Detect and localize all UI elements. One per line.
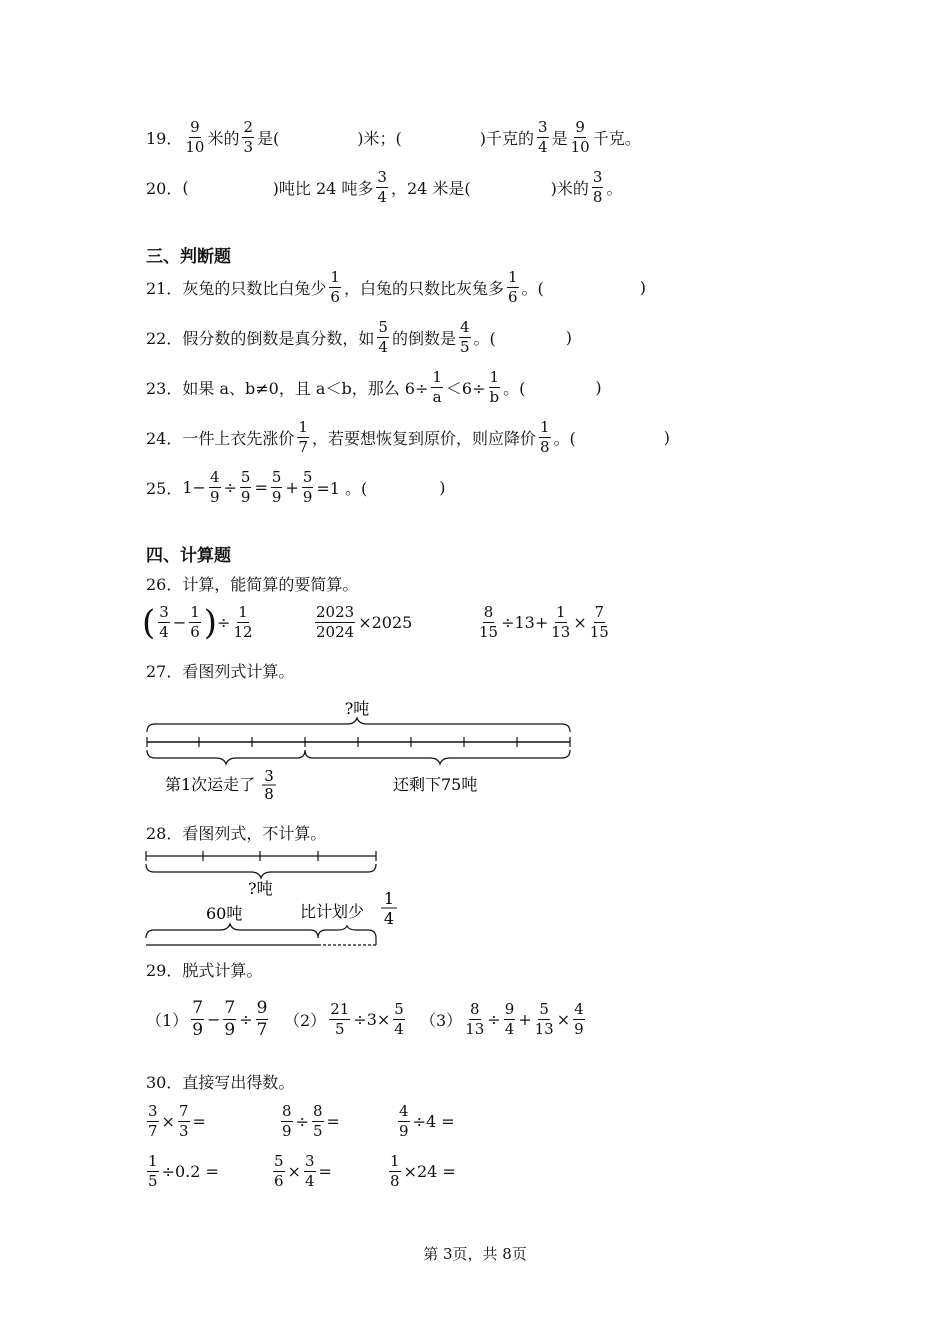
right-label: 还剩下75吨 bbox=[393, 775, 478, 794]
question-25: 25． 1− $\frac{4}{9}$ ÷ $\frac{5}{9}$ = $\frac{5}{9}$ + $\frac{5}{9}$ =1 。( ) bbox=[146, 468, 446, 506]
fraction: $\frac{7}{3}$ bbox=[178, 1102, 189, 1140]
fraction: $\frac{9}{10}$ bbox=[185, 118, 205, 156]
fraction: $\frac{1}{8}$ bbox=[390, 1152, 400, 1190]
left-frac-num: 3 bbox=[264, 767, 274, 785]
question-27: 27． 看图列式计算。 bbox=[146, 662, 295, 681]
fraction: $\frac{3}{4}$ bbox=[159, 603, 169, 641]
q29-part-3: （3） $\frac{8}{13}$ ÷ $\frac{9}{4}$ + $\frac{5}{13}$ × $\frac{4}{9}$ bbox=[420, 1000, 584, 1038]
fraction: $\frac{7}{9}$ bbox=[192, 998, 204, 1040]
q30-item-f: $\frac{1}{8}$ ×24 = bbox=[390, 1152, 456, 1190]
less-brace bbox=[318, 926, 376, 938]
question-29: 29． 脱式计算。 bbox=[146, 961, 263, 980]
fraction: $\frac{4}{9}$ bbox=[209, 468, 220, 506]
question-20: 20． ( )吨比 24 吨多 $\frac{3}{4}$ ，24 米是( )米的 $\frac{3}{8}$ 。 bbox=[146, 168, 623, 206]
right-paren: ) bbox=[203, 602, 218, 643]
question-19: 19． $\frac{9}{10}$ 米的 $\frac{2}{3}$ 是( )米；( )千克的 $\frac{3}{4}$ 是 $\frac{9}{10}$ 千克。 bbox=[146, 118, 641, 156]
fraction: $\frac{5}{13}$ bbox=[534, 1000, 554, 1038]
question-22: 22． 假分数的倒数是真分数，如 $\frac{5}{4}$ 的倒数是 $\frac{4}{5}$ 。( ) bbox=[146, 318, 572, 356]
question-28: 28． 看图列式，不计算。 bbox=[146, 824, 327, 843]
less-frac-den: 4 bbox=[383, 909, 395, 928]
fraction: $\frac{8}{9}$ bbox=[282, 1102, 292, 1140]
less-label: 比计划少 bbox=[300, 902, 365, 921]
question-30: 30． 直接写出得数。 bbox=[146, 1073, 295, 1092]
fraction: $\frac{1}{7}$ bbox=[298, 418, 308, 456]
fraction: $\frac{3}{4}$ bbox=[304, 1152, 315, 1190]
fraction: $\frac{8}{15}$ bbox=[479, 603, 499, 641]
fraction: $\frac{1}{5}$ bbox=[148, 1152, 158, 1190]
fraction: $\frac{5}{6}$ bbox=[274, 1152, 284, 1190]
fraction: $\frac{9}{7}$ bbox=[256, 998, 268, 1040]
right-brace bbox=[305, 750, 570, 764]
fraction: $\frac{2}{3}$ bbox=[243, 118, 254, 156]
fraction: $\frac{3}{7}$ bbox=[148, 1102, 158, 1140]
left-label: 第1次运走了 bbox=[165, 775, 256, 794]
page-footer: 第 3页，共 8页 bbox=[423, 1245, 527, 1263]
question-21: 21． 灰兔的只数比白兔少 $\frac{1}{6}$ ，白兔的只数比灰兔多 $\frac{1}{6}$ 。( ) bbox=[146, 268, 646, 306]
q26-expr-2: $\frac{2023}{2024}$ ×2025 bbox=[316, 603, 413, 641]
question-23: 23． 如果 a、b≠0，且 a＜b，那么 6÷ $\frac{1}{a}$ ＜6÷ $\frac{1}{b}$ 。( ) bbox=[146, 368, 602, 406]
less-frac-num: 1 bbox=[383, 889, 395, 908]
fraction: $\frac{4}{9}$ bbox=[574, 1000, 584, 1038]
section-title-judgement: 三、判断题 bbox=[146, 247, 231, 267]
fraction: $\frac{1}{8}$ bbox=[539, 418, 550, 456]
fraction: $\frac{1}{12}$ bbox=[233, 603, 253, 641]
fraction: $\frac{9}{4}$ bbox=[504, 1000, 515, 1038]
fraction: $\frac{4}{9}$ bbox=[399, 1102, 409, 1140]
fraction: $\frac{1}{6}$ bbox=[330, 268, 340, 306]
top-brace bbox=[147, 718, 570, 732]
question-24: 24． 一件上衣先涨价 $\frac{1}{7}$ ，若要想恢复到原价，则应降价 $\frac{1}{8}$ 。( ) bbox=[146, 418, 670, 456]
question-26: 26． 计算，能简算的要简算。 bbox=[146, 575, 359, 594]
left-frac-den: 8 bbox=[264, 785, 274, 803]
fraction: $\frac{3}{4}$ bbox=[538, 118, 548, 156]
fraction: $\frac{8}{5}$ bbox=[312, 1102, 323, 1140]
fraction: $\frac{1}{6}$ bbox=[507, 268, 518, 306]
fraction: $\frac{5}{9}$ bbox=[271, 468, 282, 506]
q29-part-2: （2） $\frac{21}{5}$ ÷3× $\frac{5}{4}$ bbox=[284, 1000, 404, 1038]
fraction: $\frac{21}{5}$ bbox=[330, 1000, 350, 1038]
section-title-calculation: 四、计算题 bbox=[146, 546, 231, 566]
fraction: $\frac{3}{8}$ bbox=[592, 168, 603, 206]
q30-item-a: $\frac{3}{7}$ × $\frac{7}{3}$ = bbox=[148, 1102, 206, 1140]
fraction: $\frac{2023}{2024}$ bbox=[316, 603, 355, 641]
left-brace bbox=[147, 750, 305, 764]
fraction: $\frac{5}{4}$ bbox=[378, 318, 388, 356]
q26-expr-1: ( $\frac{3}{4}$ − $\frac{1}{6}$ ) ÷ $\frac{1}{12}$ bbox=[142, 602, 253, 643]
fraction: $\frac{1}{b}$ bbox=[489, 368, 500, 406]
actual-brace bbox=[146, 924, 318, 938]
plan-brace bbox=[146, 864, 376, 878]
q27-line-diagram bbox=[140, 694, 580, 804]
fraction: $\frac{4}{5}$ bbox=[459, 318, 470, 356]
fraction: $\frac{5}{9}$ bbox=[302, 468, 313, 506]
fraction: $\frac{9}{10}$ bbox=[570, 118, 590, 156]
fraction: $\frac{1}{6}$ bbox=[190, 603, 200, 641]
q30-item-d: $\frac{1}{5}$ ÷0.2 = bbox=[148, 1152, 219, 1190]
fraction: $\frac{5}{4}$ bbox=[394, 1000, 404, 1038]
q30-item-b: $\frac{8}{9}$ ÷ $\frac{8}{5}$ = bbox=[282, 1102, 340, 1140]
fraction: $\frac{7}{9}$ bbox=[224, 998, 236, 1040]
fraction: $\frac{3}{4}$ bbox=[377, 168, 387, 206]
total-label: ?吨 bbox=[344, 699, 370, 718]
fraction: $\frac{1}{13}$ bbox=[551, 603, 571, 641]
actual-label: 60吨 bbox=[206, 904, 243, 923]
question-label: ?吨 bbox=[248, 879, 273, 898]
fraction: $\frac{8}{13}$ bbox=[465, 1000, 485, 1038]
q29-part-1: （1） $\frac{7}{9}$ − $\frac{7}{9}$ ÷ $\frac{9}{7}$ bbox=[146, 998, 268, 1040]
q30-item-e: $\frac{5}{6}$ × $\frac{3}{4}$ = bbox=[274, 1152, 332, 1190]
q30-item-c: $\frac{4}{9}$ ÷4 = bbox=[399, 1102, 455, 1140]
q26-expr-3: $\frac{8}{15}$ ÷13+ $\frac{1}{13}$ × $\frac{7}{15}$ bbox=[479, 603, 609, 641]
fraction: $\frac{7}{15}$ bbox=[589, 603, 609, 641]
q28-line-diagram bbox=[140, 846, 420, 950]
fraction: $\frac{5}{9}$ bbox=[240, 468, 251, 506]
left-paren: ( bbox=[142, 602, 156, 643]
fraction: $\frac{1}{a}$ bbox=[432, 368, 442, 406]
